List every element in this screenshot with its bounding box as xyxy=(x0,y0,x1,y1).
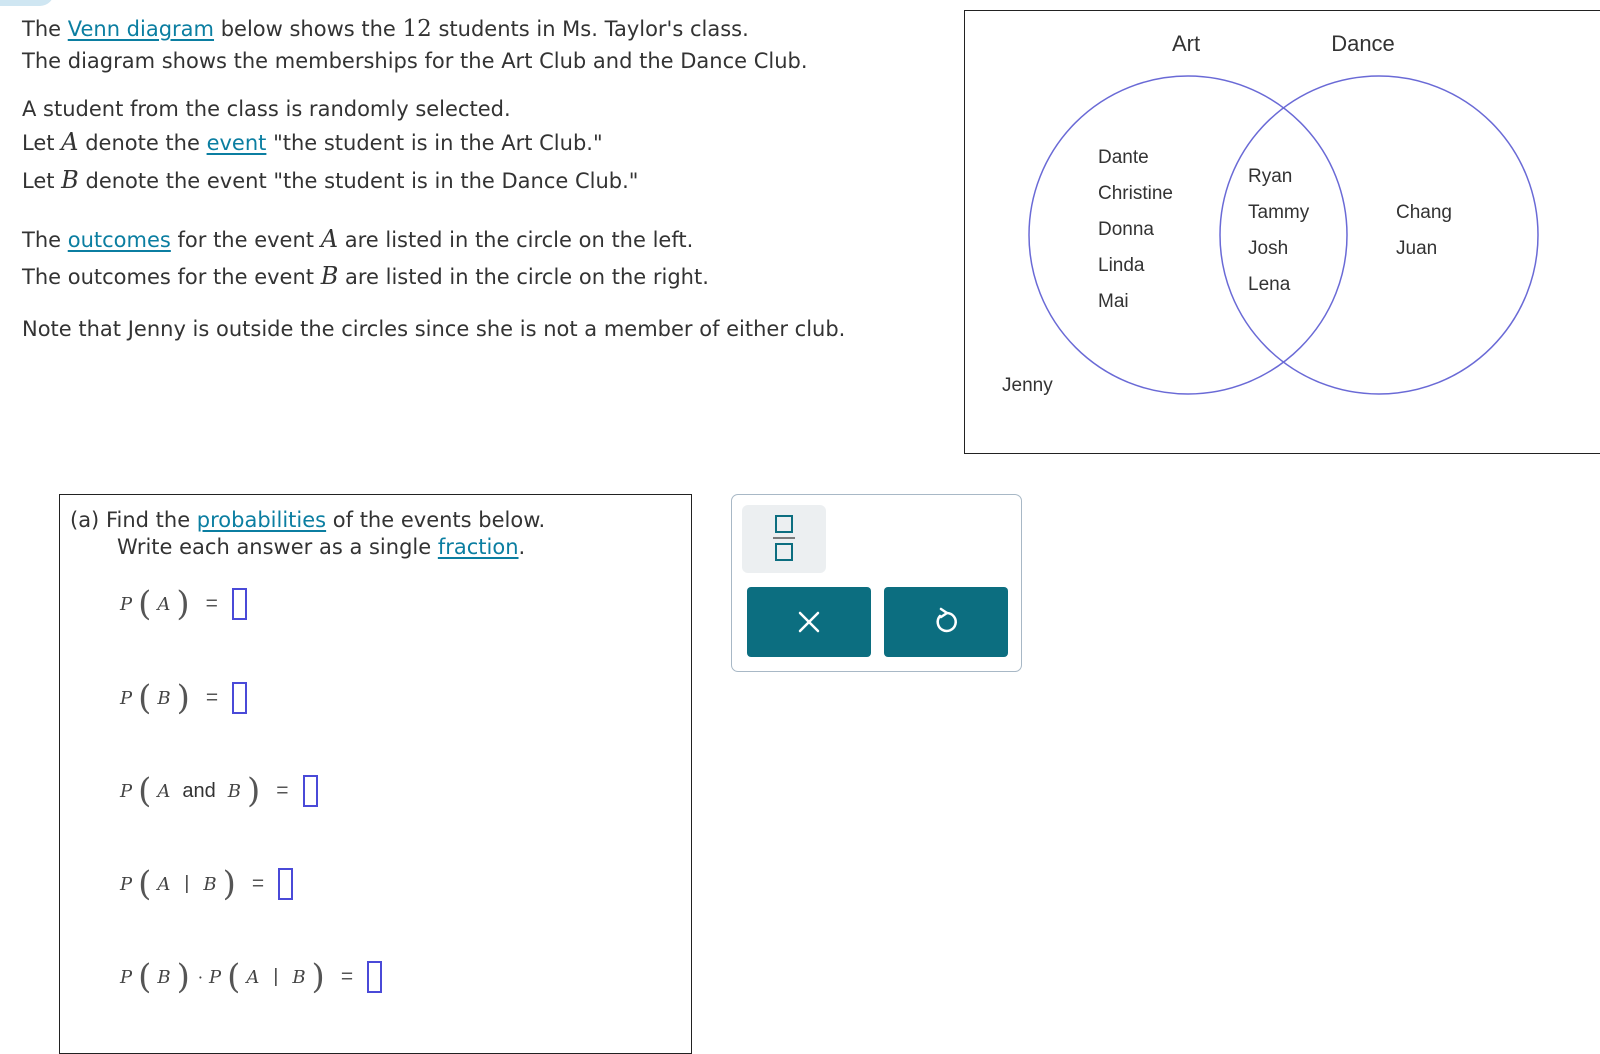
intro-line-1 xyxy=(22,16,749,42)
outside-name: Jenny xyxy=(1002,375,1053,396)
close-icon xyxy=(793,606,825,638)
event-var: B xyxy=(157,966,171,988)
paren-close: ) xyxy=(176,678,190,718)
intro-line-6 xyxy=(22,226,693,253)
intro-line-7 xyxy=(22,263,709,290)
text: Find the xyxy=(105,508,197,532)
answer-input-p-a-and-b[interactable] xyxy=(303,775,318,807)
art-only-name: Linda xyxy=(1098,255,1145,276)
intro-line-5 xyxy=(22,167,638,194)
part-a-line-1 xyxy=(70,507,545,534)
text: of the events below. xyxy=(326,508,546,532)
undo-button[interactable] xyxy=(884,587,1008,657)
equation-p-b-times-p-a-given-b xyxy=(120,957,382,997)
paren-close: ) xyxy=(176,584,190,624)
paren-open: ( xyxy=(138,678,152,718)
part-a-panel xyxy=(59,494,692,1054)
text: Write each answer as a single xyxy=(117,535,438,559)
top-tab-decoration xyxy=(0,0,54,6)
intro-line-8: Note that Jenny is outside the circles since she is not a member of either club. xyxy=(22,317,846,341)
venn-diagram xyxy=(964,10,1600,454)
dance-only-name: Juan xyxy=(1396,238,1438,259)
text: Let xyxy=(22,131,62,155)
paren-close: ) xyxy=(247,771,261,811)
fraction-link[interactable]: fraction xyxy=(437,535,519,559)
p-symbol: P xyxy=(120,873,133,895)
fraction-icon xyxy=(773,513,795,563)
paren-close: ) xyxy=(311,957,325,997)
probabilities-link[interactable]: probabilities xyxy=(196,508,327,532)
intro-line-4 xyxy=(22,129,603,156)
text: denote the xyxy=(78,131,207,155)
answer-input-p-b[interactable] xyxy=(232,682,247,714)
fraction-button[interactable] xyxy=(742,505,826,573)
variable-a: A xyxy=(320,225,339,253)
dance-circle xyxy=(1220,76,1538,394)
student-count: 12 xyxy=(402,16,432,42)
text: The xyxy=(22,17,68,41)
given-bar: | xyxy=(184,873,190,894)
equation-p-a-given-b xyxy=(120,864,293,904)
paren-open: ( xyxy=(138,584,152,624)
event-var: B xyxy=(203,873,217,895)
event-var: B xyxy=(157,687,171,709)
equation-p-b xyxy=(120,678,247,718)
art-label: Art xyxy=(1171,31,1201,56)
p-symbol: P xyxy=(208,966,222,988)
both-clubs-name: Lena xyxy=(1248,274,1291,295)
equation-p-a xyxy=(120,584,247,624)
both-clubs-name: Josh xyxy=(1248,238,1289,259)
intro-line-3: A student from the class is randomly selected. xyxy=(22,97,511,121)
text: The xyxy=(22,228,68,252)
both-clubs-name: Ryan xyxy=(1248,166,1293,187)
clear-button[interactable] xyxy=(747,587,871,657)
answer-input-p-b-times-p-a-given-b[interactable] xyxy=(367,961,382,993)
part-a-instructions xyxy=(70,507,545,561)
paren-open: ( xyxy=(227,957,241,997)
art-only-name: Donna xyxy=(1098,219,1154,240)
equals-sign: = xyxy=(205,592,218,615)
text: students in Ms. Taylor's class. xyxy=(431,17,749,41)
art-only-name: Christine xyxy=(1098,183,1173,204)
p-symbol: P xyxy=(120,593,133,615)
variable-b: B xyxy=(320,262,339,290)
text: . xyxy=(518,535,526,559)
p-symbol: P xyxy=(120,687,133,709)
variable-a: A xyxy=(61,128,79,156)
intro-line-2: The diagram shows the memberships for the Art Club and the Dance Club. xyxy=(22,49,808,73)
event-var: A xyxy=(157,780,171,802)
equals-sign: = xyxy=(340,965,354,988)
undo-icon xyxy=(930,606,962,638)
equals-sign: = xyxy=(251,872,265,895)
text: for the event xyxy=(170,228,321,252)
art-circle xyxy=(1029,76,1347,394)
art-only-name: Dante xyxy=(1098,147,1149,168)
text: are listed in the circle on the right. xyxy=(338,265,709,289)
equation-p-a-and-b xyxy=(120,771,318,811)
equals-sign: = xyxy=(276,779,289,802)
event-link[interactable]: event xyxy=(206,131,267,155)
venn-svg xyxy=(965,11,1600,455)
text: The outcomes for the event xyxy=(22,265,321,289)
paren-open: ( xyxy=(138,864,152,904)
answer-toolbar xyxy=(731,494,1022,672)
answer-input-p-a[interactable] xyxy=(232,588,247,620)
art-only-name: Mai xyxy=(1098,291,1129,312)
event-var: A xyxy=(157,873,171,895)
text: Let xyxy=(22,169,62,193)
answer-input-p-a-given-b[interactable] xyxy=(278,868,293,900)
both-clubs-name: Tammy xyxy=(1248,202,1310,223)
paren-open: ( xyxy=(138,771,152,811)
venn-diagram-link[interactable]: Venn diagram xyxy=(67,17,215,41)
paren-close: ) xyxy=(222,864,236,904)
dance-label: Dance xyxy=(1331,31,1395,56)
text: are listed in the circle on the left. xyxy=(338,228,694,252)
p-symbol: P xyxy=(120,966,133,988)
given-bar: | xyxy=(273,966,279,987)
event-var: A xyxy=(246,966,260,988)
paren-close: ) xyxy=(176,957,190,997)
text: below shows the xyxy=(214,17,403,41)
part-label: (a) xyxy=(70,508,100,532)
outcomes-link[interactable]: outcomes xyxy=(67,228,171,252)
event-var: A xyxy=(157,593,171,615)
paren-open: ( xyxy=(138,957,152,997)
event-var: B xyxy=(292,966,306,988)
dance-only-name: Chang xyxy=(1396,202,1452,223)
part-a-line-2 xyxy=(70,534,545,561)
p-symbol: P xyxy=(120,780,133,802)
event-var: B xyxy=(227,780,241,802)
multiply-dot: · xyxy=(197,967,203,987)
text: denote the event "the student is in the Dance Club." xyxy=(78,169,639,193)
variable-b: B xyxy=(61,166,79,194)
equals-sign: = xyxy=(205,686,219,709)
text: "the student is in the Art Club." xyxy=(266,131,603,155)
and-word: and xyxy=(182,779,216,802)
